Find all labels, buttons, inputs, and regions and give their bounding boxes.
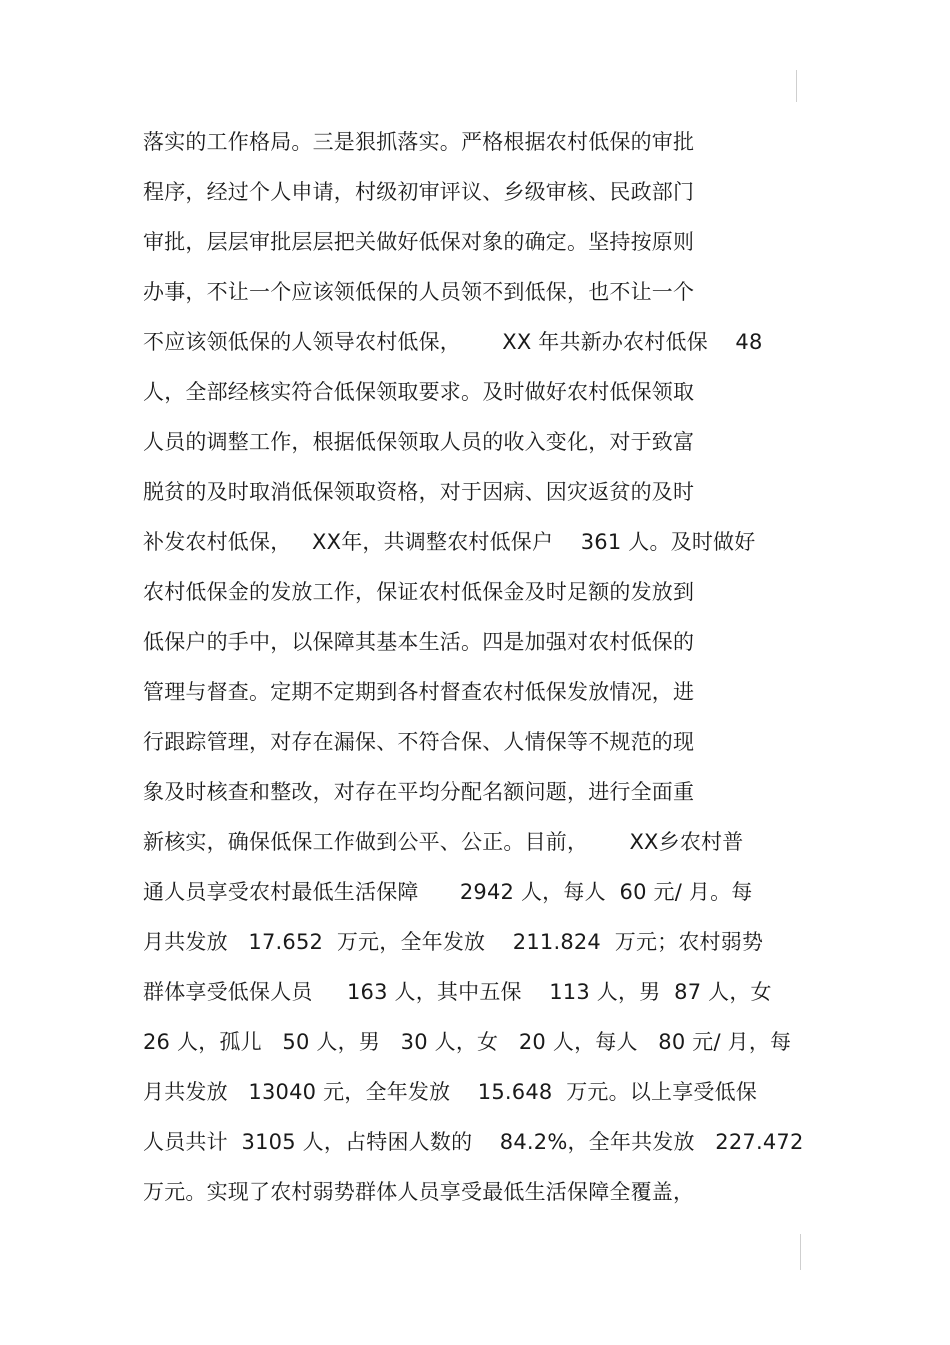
text-line: 管理与督查。定期不定期到各村督查农村低保发放情况，进 [143,680,695,704]
text-line: 月共发放 17.652 万元，全年发放 211.824 万元；农村弱势 [143,930,764,954]
top-margin-mark [796,70,797,102]
text-line: 不应该领低保的人领导农村低保， XX 年共新办农村低保 48 [143,330,763,354]
text-line: 低保户的手中，以保障其基本生活。四是加强对农村低保的 [143,630,695,654]
text-line: 26 人，孤儿 50 人，男 30 人，女 20 人，每人 80 元/ 月，每 [143,1030,792,1054]
text-line: 新核实，确保低保工作做到公平、公正。目前， XX乡农村普 [143,830,744,854]
text-line: 通人员享受农村最低生活保障 2942 人，每人 60 元/ 月。每 [143,880,753,904]
text-line: 农村低保金的发放工作，保证农村低保金及时足额的发放到 [143,580,695,604]
bottom-margin-mark [800,1234,801,1270]
text-line: 群体享受低保人员 163 人，其中五保 113 人，男 87 人，女 [143,980,772,1004]
text-line: 落实的工作格局。三是狠抓落实。严格根据农村低保的审批 [143,130,695,154]
text-line: 补发农村低保， XX年，共调整农村低保户 361 人。及时做好 [143,530,756,554]
text-line: 万元。实现了农村弱势群体人员享受最低生活保障全覆盖， [143,1180,695,1204]
text-line: 审批，层层审批层层把关做好低保对象的确定。坚持按原则 [143,230,695,254]
text-line: 人员的调整工作，根据低保领取人员的收入变化，对于致富 [143,430,695,454]
text-line: 程序，经过个人申请，村级初审评议、乡级审核、民政部门 [143,180,695,204]
text-line: 办事，不让一个应该领低保的人员领不到低保，也不让一个 [143,280,695,304]
text-line: 月共发放 13040 元，全年发放 15.648 万元。以上享受低保 [143,1080,758,1104]
text-line: 象及时核查和整改，对存在平均分配名额问题，进行全面重 [143,780,695,804]
text-line: 人，全部经核实符合低保领取要求。及时做好农村低保领取 [143,380,695,404]
text-line: 脱贫的及时取消低保领取资格，对于因病、因灾返贫的及时 [143,480,695,504]
text-line: 行跟踪管理，对存在漏保、不符合保、人情保等不规范的现 [143,730,695,754]
text-line: 人员共计 3105 人，占特困人数的 84.2%，全年共发放 227.472 [143,1130,804,1154]
body-text [143,117,813,1217]
